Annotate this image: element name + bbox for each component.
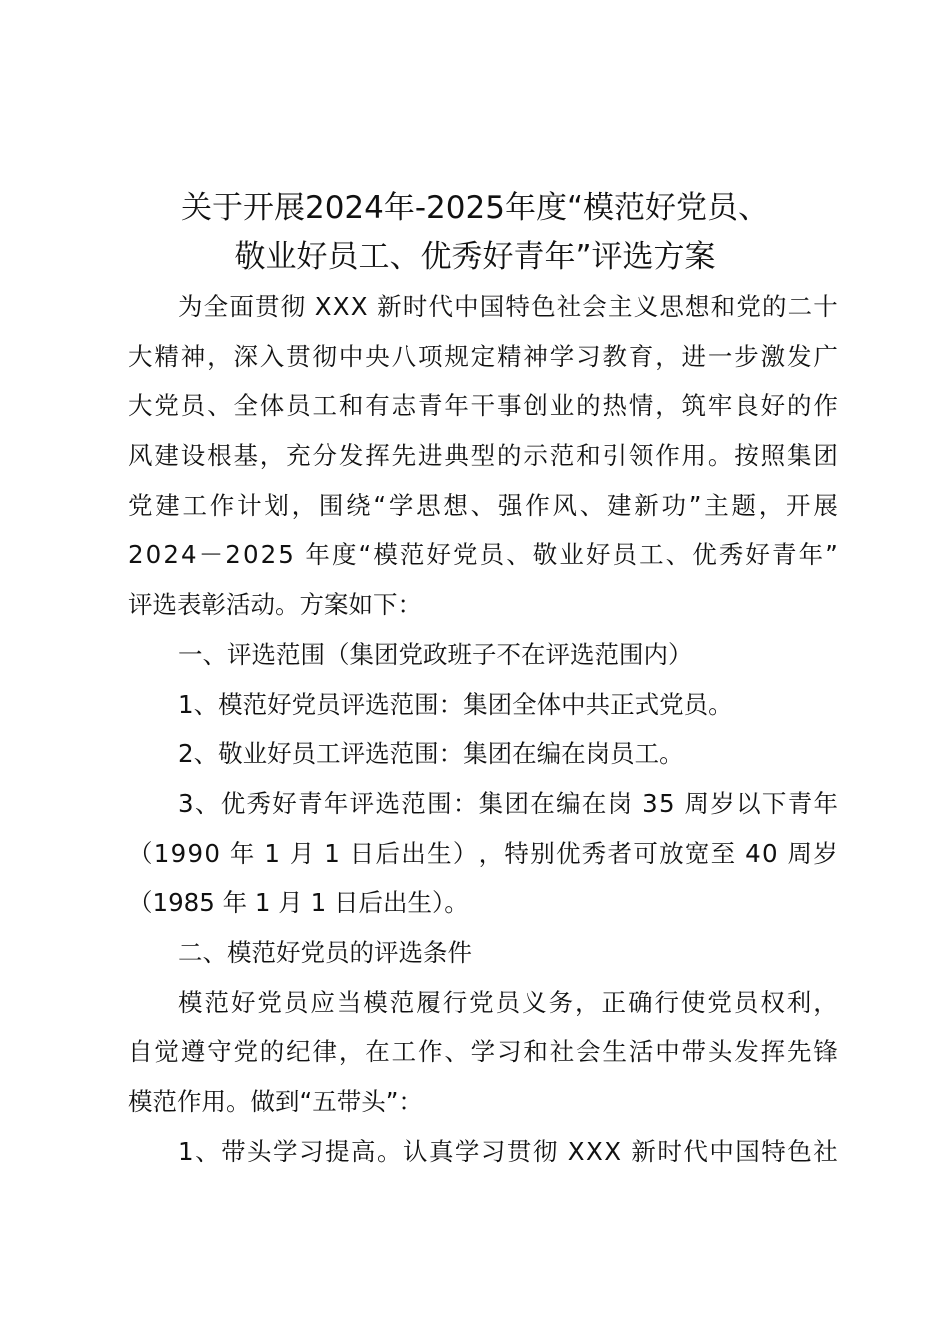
paragraph-line: 大 精 神 ， 深 入 贯 彻 中 央 八 项 规 定 精 神 学 习 教 育 ， 进 一 步 激 发 广 (128, 341, 838, 371)
document-title-line-2: 敬业好员工、优秀好青年”评选方案 (234, 239, 716, 275)
paragraph-line: 1、模范好党员评选范围：集团全体中共正式党员。 (178, 689, 733, 719)
paragraph-line: 评选表彰活动。方案如下： (128, 590, 422, 620)
paragraph-line: （1985 年 1 月 1 日后出生）。 (128, 888, 469, 918)
paragraph-line: （ 1 9 9 0 年 1 月 1 日 后 出 生 ） ， 特 别 优 秀 者 可 放 宽 至 4 0 周 岁 (128, 838, 838, 868)
paragraph-line: 模 范 好 党 员 应 当 模 范 履 行 党 员 义 务 ， 正 确 行 使 党 员 权 利 ， (178, 987, 838, 1017)
paragraph-line: 2、敬业好员工评选范围：集团在编在岗员工。 (178, 739, 684, 769)
paragraph-line: 3 、 优 秀 好 青 年 评 选 范 围 ： 集 团 在 编 在 岗 3 5 周 岁 以 下 青 年 (178, 788, 838, 818)
paragraph-line: 模范作用。做到“五带头”： (128, 1087, 423, 1116)
paragraph-line: 一、评选范围（集团党政班子不在评选范围内） (178, 639, 693, 669)
paragraph-line: 大 党 员 、 全 体 员 工 和 有 志 青 年 干 事 创 业 的 热 情 ， 筑 牢 良 好 的 作 (128, 391, 838, 421)
paragraph-line: 1 、 带 头 学 习 提 高 。 认 真 学 习 贯 彻 X X X 新 时 代 中 国 特 色 社 (178, 1136, 838, 1166)
paragraph-line: 为 全 面 贯 彻 X X X 新 时 代 中 国 特 色 社 会 主 义 思 想 和 党 的 二 十 (178, 292, 838, 321)
paragraph-line: 党 建 工 作 计 划 ， 围 绕 “ 学 思 想 、 强 作 风 、 建 新 功 ” 主 题 ， 开 展 (128, 490, 838, 520)
document-title-line-1: 关于开展2024年-2025年度“模范好党员、 (180, 190, 770, 226)
paragraph-line: 自 觉 遵 守 党 的 纪 律 ， 在 工 作 、 学 习 和 社 会 生 活 中 带 头 发 挥 先 锋 (128, 1037, 838, 1067)
paragraph-line: 2 0 2 4 － 2 0 2 5 年 度 “ 模 范 好 党 员 、 敬 业 好 员 工 、 优 秀 好 青 年 ” (128, 540, 838, 570)
paragraph-line: 二、模范好党员的评选条件 (178, 937, 472, 967)
document-body (128, 282, 838, 1176)
paragraph-line: 风 建 设 根 基 ， 充 分 发 挥 先 进 典 型 的 示 范 和 引 领 作 用 。 按 照 集 团 (128, 441, 838, 471)
